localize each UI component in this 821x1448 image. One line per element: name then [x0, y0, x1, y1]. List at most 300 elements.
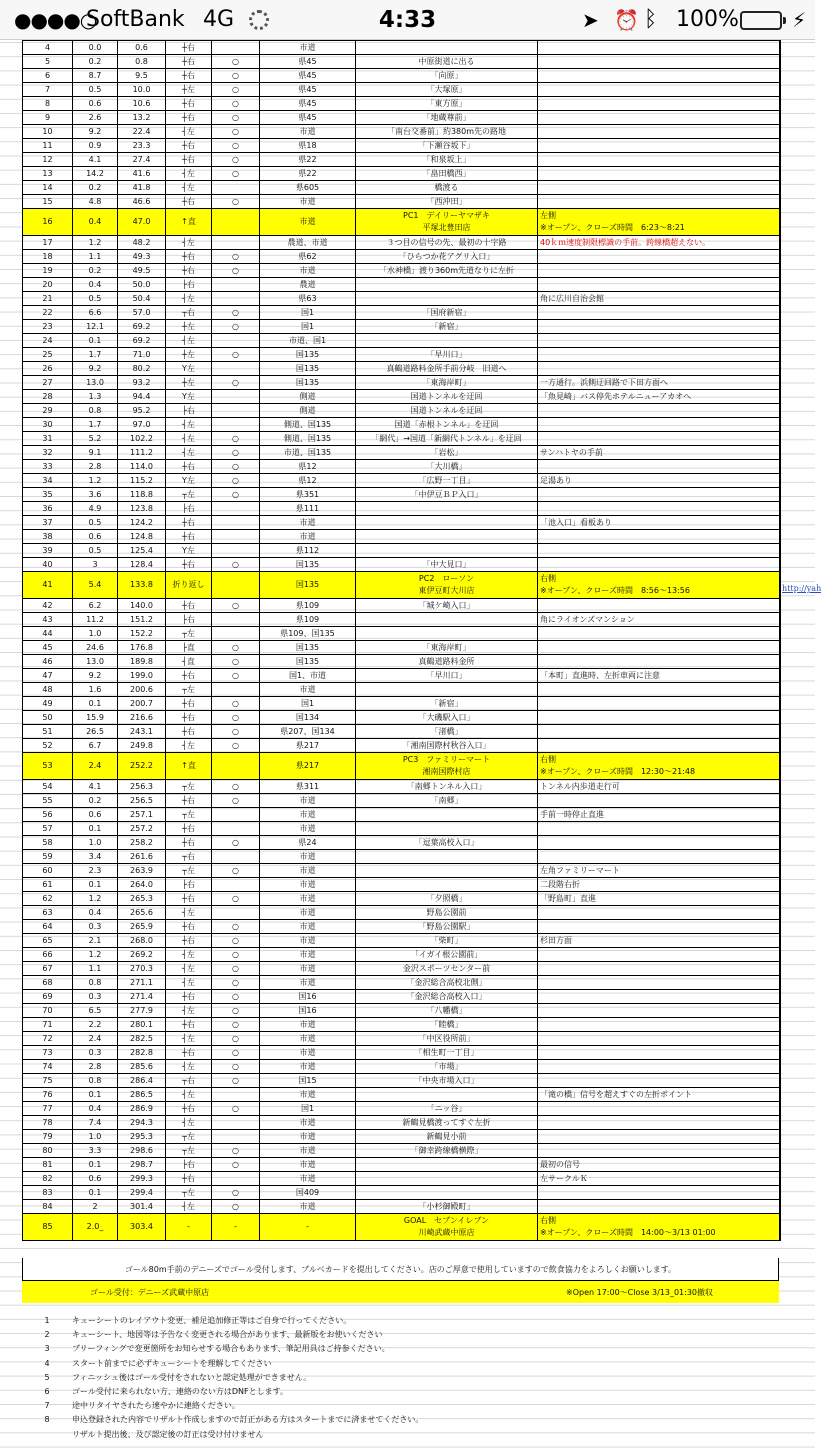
table-row[interactable] — [23, 111, 780, 125]
cell-road[interactable]: 市道 — [260, 1060, 356, 1074]
cell-signal[interactable]: ○ — [212, 320, 260, 334]
cell-total-km[interactable]: 27.4 — [118, 153, 166, 167]
cell-interval-km[interactable]: 1.7 — [73, 418, 118, 432]
cell-road[interactable]: 県12 — [260, 474, 356, 488]
cell-road[interactable]: 県45 — [260, 55, 356, 69]
cell-interval-km[interactable]: 2.4 — [73, 753, 118, 780]
cell-signal[interactable]: ○ — [212, 962, 260, 976]
cell-signal[interactable]: ○ — [212, 376, 260, 390]
table-row[interactable] — [23, 306, 780, 320]
cell-direction[interactable]: ┼右 — [166, 41, 212, 55]
cell-total-km[interactable]: 46.6 — [118, 195, 166, 209]
cell-interval-km[interactable]: 4.1 — [73, 780, 118, 794]
cell-road[interactable]: 県18 — [260, 139, 356, 153]
cell-interval-km[interactable]: 0.9 — [73, 139, 118, 153]
cell-signal[interactable]: ○ — [212, 599, 260, 613]
cell-cue-number[interactable]: 23 — [23, 320, 73, 334]
cell-cue-number[interactable]: 7 — [23, 83, 73, 97]
cell-interval-km[interactable]: 0.2 — [73, 181, 118, 195]
table-row[interactable] — [23, 55, 780, 69]
cell-signal[interactable] — [212, 209, 260, 236]
cell-direction[interactable]: - — [166, 1214, 212, 1241]
cell-road[interactable]: 側道 — [260, 390, 356, 404]
cell-direction[interactable]: ┬左 — [166, 1144, 212, 1158]
cell-total-km[interactable]: 97.0 — [118, 418, 166, 432]
cell-landmark[interactable]: 「野島公園駅」 — [356, 920, 538, 934]
cell-interval-km[interactable]: 1.2 — [73, 474, 118, 488]
cell-cue-number[interactable]: 64 — [23, 920, 73, 934]
cell-direction[interactable]: ┼右 — [166, 111, 212, 125]
cell-signal[interactable] — [212, 613, 260, 627]
cell-remarks[interactable] — [538, 836, 780, 850]
cell-remarks[interactable] — [538, 264, 780, 278]
cell-total-km[interactable]: 269.2 — [118, 948, 166, 962]
cell-interval-km[interactable]: 4.8 — [73, 195, 118, 209]
table-row[interactable] — [23, 488, 780, 502]
cell-landmark[interactable] — [356, 516, 538, 530]
table-row[interactable] — [23, 320, 780, 334]
cell-interval-km[interactable]: 0.6 — [73, 530, 118, 544]
cell-interval-km[interactable]: 0.1 — [73, 822, 118, 836]
cell-signal[interactable]: ○ — [212, 474, 260, 488]
cell-direction[interactable]: ┤左 — [166, 962, 212, 976]
cell-road[interactable]: 市道 — [260, 962, 356, 976]
cell-landmark[interactable]: 「地蔵尊前」 — [356, 111, 538, 125]
cell-total-km[interactable]: 133.8 — [118, 572, 166, 599]
cell-landmark[interactable]: 「中区役所前」 — [356, 1032, 538, 1046]
table-row[interactable] — [23, 962, 780, 976]
cell-signal[interactable]: ○ — [212, 460, 260, 474]
cell-signal[interactable] — [212, 1172, 260, 1186]
cell-landmark[interactable]: 「相生町一丁目」 — [356, 1046, 538, 1060]
cell-direction[interactable]: ┬左 — [166, 780, 212, 794]
cell-landmark[interactable]: 「東海岸町」 — [356, 641, 538, 655]
cell-remarks[interactable] — [538, 711, 780, 725]
cell-signal[interactable]: ○ — [212, 864, 260, 878]
cell-landmark[interactable]: 「早川口」 — [356, 348, 538, 362]
table-row[interactable] — [23, 181, 780, 195]
cell-interval-km[interactable]: 8.7 — [73, 69, 118, 83]
cell-road[interactable]: 市道 — [260, 1158, 356, 1172]
table-row[interactable] — [23, 264, 780, 278]
cell-remarks[interactable] — [538, 1046, 780, 1060]
cell-remarks[interactable]: 角にライオンズマンション — [538, 613, 780, 627]
cell-road[interactable]: 市道 — [260, 516, 356, 530]
cell-cue-number[interactable]: 11 — [23, 139, 73, 153]
cell-road[interactable]: 県45 — [260, 111, 356, 125]
cell-direction[interactable]: ┤左 — [166, 181, 212, 195]
cell-total-km[interactable]: 189.8 — [118, 655, 166, 669]
cell-road[interactable]: 市道 — [260, 683, 356, 697]
cell-landmark[interactable] — [356, 1172, 538, 1186]
cell-cue-number[interactable]: 59 — [23, 850, 73, 864]
cell-road[interactable]: 市道 — [260, 906, 356, 920]
cell-cue-number[interactable]: 80 — [23, 1144, 73, 1158]
cell-direction[interactable]: 折り返し — [166, 572, 212, 599]
cell-direction[interactable]: ├右 — [166, 502, 212, 516]
table-row[interactable] — [23, 125, 780, 139]
cell-remarks[interactable] — [538, 558, 780, 572]
cell-interval-km[interactable]: 0.4 — [73, 209, 118, 236]
cell-signal[interactable]: ○ — [212, 139, 260, 153]
cell-road[interactable]: 県109、国135 — [260, 627, 356, 641]
cell-signal[interactable]: ○ — [212, 264, 260, 278]
table-row[interactable] — [23, 808, 780, 822]
cell-road[interactable]: 市道 — [260, 794, 356, 808]
cell-total-km[interactable]: 258.2 — [118, 836, 166, 850]
table-row[interactable] — [23, 948, 780, 962]
cell-direction[interactable]: ┤左 — [166, 948, 212, 962]
cell-direction[interactable]: ┼右 — [166, 836, 212, 850]
cell-landmark[interactable]: 「新宿」 — [356, 697, 538, 711]
table-row[interactable] — [23, 530, 780, 544]
table-row[interactable] — [23, 1088, 780, 1102]
table-row[interactable] — [23, 934, 780, 948]
cell-direction[interactable]: ┬左 — [166, 808, 212, 822]
cell-remarks[interactable] — [538, 822, 780, 836]
table-row[interactable] — [23, 739, 780, 753]
table-row[interactable] — [23, 864, 780, 878]
cell-total-km[interactable]: 200.6 — [118, 683, 166, 697]
cell-interval-km[interactable]: 0.8 — [73, 404, 118, 418]
cell-cue-number[interactable]: 82 — [23, 1172, 73, 1186]
cell-cue-number[interactable]: 20 — [23, 278, 73, 292]
cell-signal[interactable]: ○ — [212, 697, 260, 711]
cell-road[interactable]: 国134 — [260, 711, 356, 725]
cell-cue-number[interactable]: 8 — [23, 97, 73, 111]
cell-cue-number[interactable]: 21 — [23, 292, 73, 306]
cell-remarks[interactable] — [538, 1102, 780, 1116]
cell-total-km[interactable]: 128.4 — [118, 558, 166, 572]
cell-interval-km[interactable]: 9.2 — [73, 125, 118, 139]
cell-road[interactable]: 県45 — [260, 97, 356, 111]
cell-remarks[interactable]: 右側 ※オープン、クローズ時間 12:30～21:48 — [538, 753, 780, 780]
cell-total-km[interactable]: 265.9 — [118, 920, 166, 934]
cell-remarks[interactable] — [538, 1186, 780, 1200]
cell-cue-number[interactable]: 41 — [23, 572, 73, 599]
cell-total-km[interactable]: 71.0 — [118, 348, 166, 362]
cell-remarks[interactable] — [538, 1060, 780, 1074]
cell-remarks[interactable] — [538, 111, 780, 125]
table-row[interactable] — [23, 516, 780, 530]
cell-remarks[interactable] — [538, 948, 780, 962]
cell-direction[interactable]: ┼右 — [166, 990, 212, 1004]
cell-landmark[interactable]: ３つ目の信号の先、最初の十字路 — [356, 236, 538, 250]
cell-cue-number[interactable]: 49 — [23, 697, 73, 711]
cell-road[interactable]: 市道 — [260, 920, 356, 934]
cell-total-km[interactable]: 9.5 — [118, 69, 166, 83]
cell-signal[interactable]: ○ — [212, 1102, 260, 1116]
cell-remarks[interactable]: 「本町」直進時、左折車両に注意 — [538, 669, 780, 683]
cell-cue-number[interactable]: 33 — [23, 460, 73, 474]
cell-interval-km[interactable]: 0.8 — [73, 1074, 118, 1088]
cell-landmark[interactable]: 「ひらつか花アグリ入口」 — [356, 250, 538, 264]
cell-interval-km[interactable]: 0.4 — [73, 1102, 118, 1116]
cell-remarks[interactable]: 「池入口」看板あり — [538, 516, 780, 530]
cell-total-km[interactable]: 47.0 — [118, 209, 166, 236]
cell-road[interactable]: 国135 — [260, 376, 356, 390]
table-row[interactable] — [23, 599, 780, 613]
cell-landmark[interactable]: 「畠田橋西」 — [356, 167, 538, 181]
cell-landmark[interactable]: 「中大見口」 — [356, 558, 538, 572]
cell-direction[interactable]: ┼左 — [166, 83, 212, 97]
table-row[interactable] — [23, 892, 780, 906]
cell-road[interactable]: 県63 — [260, 292, 356, 306]
table-row[interactable] — [23, 139, 780, 153]
cell-signal[interactable]: ○ — [212, 836, 260, 850]
cell-landmark[interactable]: 「市場」 — [356, 1060, 538, 1074]
cell-road[interactable]: 国135 — [260, 641, 356, 655]
cell-interval-km[interactable]: 0.1 — [73, 878, 118, 892]
cell-interval-km[interactable]: 2.6 — [73, 111, 118, 125]
table-row[interactable] — [23, 334, 780, 348]
table-row[interactable] — [23, 446, 780, 460]
cell-direction[interactable]: ┼右 — [166, 934, 212, 948]
cell-cue-number[interactable]: 44 — [23, 627, 73, 641]
cell-landmark[interactable] — [356, 1158, 538, 1172]
cell-road[interactable]: 国1 — [260, 1102, 356, 1116]
cell-direction[interactable]: ┼右 — [166, 558, 212, 572]
table-row[interactable] — [23, 920, 780, 934]
cell-total-km[interactable]: 252.2 — [118, 753, 166, 780]
cell-landmark[interactable] — [356, 1088, 538, 1102]
cell-signal[interactable] — [212, 41, 260, 55]
cell-remarks[interactable] — [538, 362, 780, 376]
cell-total-km[interactable]: 114.0 — [118, 460, 166, 474]
cell-signal[interactable] — [212, 502, 260, 516]
cell-remarks[interactable] — [538, 1130, 780, 1144]
cell-direction[interactable]: ┤左 — [166, 976, 212, 990]
cell-total-km[interactable]: 50.4 — [118, 292, 166, 306]
cell-total-km[interactable]: 93.2 — [118, 376, 166, 390]
cell-cue-number[interactable]: 72 — [23, 1032, 73, 1046]
cell-landmark[interactable]: 「早川口」 — [356, 669, 538, 683]
cell-landmark[interactable] — [356, 627, 538, 641]
cell-cue-number[interactable]: 24 — [23, 334, 73, 348]
table-row[interactable] — [23, 250, 780, 264]
table-row[interactable] — [23, 1032, 780, 1046]
cell-total-km[interactable]: 301.4 — [118, 1200, 166, 1214]
cell-remarks[interactable] — [538, 334, 780, 348]
cell-total-km[interactable]: 257.2 — [118, 822, 166, 836]
cell-road[interactable]: 県217 — [260, 739, 356, 753]
cell-signal[interactable] — [212, 362, 260, 376]
cell-landmark[interactable]: 「東海岸町」 — [356, 376, 538, 390]
cell-remarks[interactable]: 左角ファミリーマート — [538, 864, 780, 878]
cell-landmark[interactable] — [356, 530, 538, 544]
cell-total-km[interactable]: 282.5 — [118, 1032, 166, 1046]
cell-interval-km[interactable]: 3.4 — [73, 850, 118, 864]
table-row[interactable] — [23, 878, 780, 892]
cell-landmark[interactable] — [356, 850, 538, 864]
cell-signal[interactable]: ○ — [212, 934, 260, 948]
cell-remarks[interactable] — [538, 278, 780, 292]
table-row[interactable] — [23, 1046, 780, 1060]
cell-cue-number[interactable]: 53 — [23, 753, 73, 780]
cell-interval-km[interactable]: 14.2 — [73, 167, 118, 181]
cell-remarks[interactable] — [538, 962, 780, 976]
cell-landmark[interactable]: 「向原」 — [356, 69, 538, 83]
cell-direction[interactable]: ┼右 — [166, 794, 212, 808]
cell-road[interactable]: 県207、国134 — [260, 725, 356, 739]
cell-total-km[interactable]: 151.2 — [118, 613, 166, 627]
cell-road[interactable]: 国135 — [260, 348, 356, 362]
cell-total-km[interactable]: 264.0 — [118, 878, 166, 892]
cell-cue-number[interactable]: 81 — [23, 1158, 73, 1172]
cell-cue-number[interactable]: 67 — [23, 962, 73, 976]
cell-interval-km[interactable]: 9.2 — [73, 362, 118, 376]
table-row[interactable] — [23, 976, 780, 990]
cell-signal[interactable]: ○ — [212, 669, 260, 683]
cell-remarks[interactable]: 杉田方面 — [538, 934, 780, 948]
cell-signal[interactable]: ○ — [212, 780, 260, 794]
cell-remarks[interactable] — [538, 153, 780, 167]
cell-remarks[interactable] — [538, 97, 780, 111]
cell-direction[interactable]: ┤左 — [166, 1116, 212, 1130]
table-row[interactable] — [23, 167, 780, 181]
cell-cue-number[interactable]: 58 — [23, 836, 73, 850]
cell-signal[interactable]: ○ — [212, 1200, 260, 1214]
cell-signal[interactable]: - — [212, 1214, 260, 1241]
cell-remarks[interactable] — [538, 488, 780, 502]
cell-remarks[interactable] — [538, 1200, 780, 1214]
cell-signal[interactable] — [212, 404, 260, 418]
table-row[interactable] — [23, 1172, 780, 1186]
cell-signal[interactable]: ○ — [212, 1186, 260, 1200]
cell-direction[interactable]: ┤左 — [166, 432, 212, 446]
cell-remarks[interactable]: 手前一時停止直進 — [538, 808, 780, 822]
cell-signal[interactable]: ○ — [212, 1144, 260, 1158]
cell-road[interactable]: 市道 — [260, 209, 356, 236]
cell-interval-km[interactable]: 0.2 — [73, 794, 118, 808]
checkpoint-row[interactable] — [23, 1214, 780, 1241]
cell-cue-number[interactable]: 57 — [23, 822, 73, 836]
cell-road[interactable]: 県111 — [260, 502, 356, 516]
cell-direction[interactable]: Y左 — [166, 390, 212, 404]
cell-direction[interactable]: ┬右 — [166, 1074, 212, 1088]
table-row[interactable] — [23, 906, 780, 920]
cell-interval-km[interactable]: 13.0 — [73, 376, 118, 390]
cell-cue-number[interactable]: 74 — [23, 1060, 73, 1074]
cell-signal[interactable] — [212, 390, 260, 404]
cell-remarks[interactable] — [538, 683, 780, 697]
cell-landmark[interactable]: 「南台交番前」約380m先の路地 — [356, 125, 538, 139]
table-row[interactable] — [23, 418, 780, 432]
cell-road[interactable]: 国135 — [260, 572, 356, 599]
cell-direction[interactable]: ┼右 — [166, 97, 212, 111]
cell-direction[interactable]: ┼右 — [166, 1102, 212, 1116]
cell-signal[interactable]: ○ — [212, 1018, 260, 1032]
cell-signal[interactable] — [212, 544, 260, 558]
cell-interval-km[interactable]: 3.6 — [73, 488, 118, 502]
cell-remarks[interactable] — [538, 920, 780, 934]
cell-road[interactable]: 市道 — [260, 1172, 356, 1186]
table-row[interactable] — [23, 1102, 780, 1116]
table-row[interactable] — [23, 69, 780, 83]
cell-cue-number[interactable]: 14 — [23, 181, 73, 195]
table-row[interactable] — [23, 544, 780, 558]
cell-cue-number[interactable]: 26 — [23, 362, 73, 376]
cell-signal[interactable]: ○ — [212, 488, 260, 502]
cell-landmark[interactable]: 中原街道に出る — [356, 55, 538, 69]
cell-road[interactable]: 市道 — [260, 1088, 356, 1102]
cell-signal[interactable]: ○ — [212, 348, 260, 362]
cell-landmark[interactable]: 「湘南国際村秋谷入口」 — [356, 739, 538, 753]
cell-remarks[interactable] — [538, 460, 780, 474]
cell-interval-km[interactable]: 9.1 — [73, 446, 118, 460]
cell-interval-km[interactable]: 2.4 — [73, 1032, 118, 1046]
cell-interval-km[interactable]: 0.5 — [73, 516, 118, 530]
cell-remarks[interactable] — [538, 794, 780, 808]
cell-direction[interactable]: ├右 — [166, 878, 212, 892]
cell-landmark[interactable] — [356, 878, 538, 892]
cell-interval-km[interactable]: 26.5 — [73, 725, 118, 739]
cell-total-km[interactable]: 22.4 — [118, 125, 166, 139]
cell-interval-km[interactable]: 4.1 — [73, 153, 118, 167]
table-row[interactable] — [23, 97, 780, 111]
cell-road[interactable]: 市道 — [260, 530, 356, 544]
cell-cue-number[interactable]: 31 — [23, 432, 73, 446]
cell-landmark[interactable]: 「新宿」 — [356, 320, 538, 334]
cell-total-km[interactable]: 271.4 — [118, 990, 166, 1004]
cell-total-km[interactable]: 118.8 — [118, 488, 166, 502]
cell-direction[interactable]: ┬左 — [166, 488, 212, 502]
cell-road[interactable]: 県22 — [260, 153, 356, 167]
cell-total-km[interactable]: 10.6 — [118, 97, 166, 111]
cell-remarks[interactable] — [538, 850, 780, 864]
cell-interval-km[interactable]: 9.2 — [73, 669, 118, 683]
cell-cue-number[interactable]: 37 — [23, 516, 73, 530]
table-row[interactable] — [23, 236, 780, 250]
cell-road[interactable]: 県12 — [260, 460, 356, 474]
cell-interval-km[interactable]: 3 — [73, 558, 118, 572]
cell-direction[interactable]: ┼右 — [166, 711, 212, 725]
cell-interval-km[interactable]: 0.2 — [73, 55, 118, 69]
cell-total-km[interactable]: 261.6 — [118, 850, 166, 864]
cell-cue-number[interactable]: 51 — [23, 725, 73, 739]
cell-direction[interactable]: ┬左 — [166, 627, 212, 641]
cell-remarks[interactable] — [538, 739, 780, 753]
cell-road[interactable]: 市道 — [260, 1116, 356, 1130]
table-row[interactable] — [23, 153, 780, 167]
table-row[interactable] — [23, 278, 780, 292]
cell-direction[interactable]: ┼左 — [166, 348, 212, 362]
cell-remarks[interactable] — [538, 167, 780, 181]
cell-direction[interactable]: ┤左 — [166, 418, 212, 432]
table-row[interactable] — [23, 404, 780, 418]
cell-remarks[interactable]: 「野島町」直進 — [538, 892, 780, 906]
cell-landmark[interactable]: 「中伊豆ＢＰ入口」 — [356, 488, 538, 502]
cell-signal[interactable] — [212, 418, 260, 432]
cell-direction[interactable]: ┬左 — [166, 683, 212, 697]
cell-landmark[interactable]: 国道トンネルを迂回 — [356, 404, 538, 418]
cell-interval-km[interactable]: 2.3 — [73, 864, 118, 878]
cell-road[interactable]: 農道、市道 — [260, 236, 356, 250]
cell-remarks[interactable]: 「魚見崎」バス停先ホテルニューアカオへ — [538, 390, 780, 404]
cell-landmark[interactable]: PC3 ファミリーマート 湘南国際村店 — [356, 753, 538, 780]
cell-cue-number[interactable]: 73 — [23, 1046, 73, 1060]
cell-interval-km[interactable]: 0.4 — [73, 906, 118, 920]
cell-direction[interactable]: ┼右 — [166, 599, 212, 613]
cell-landmark[interactable] — [356, 544, 538, 558]
cell-remarks[interactable]: 右側 ※オープン、クローズ時間 8:56～13:56 — [538, 572, 780, 599]
cell-landmark[interactable]: 「御幸跨線橋横際」 — [356, 1144, 538, 1158]
cell-cue-number[interactable]: 19 — [23, 264, 73, 278]
cell-remarks[interactable] — [538, 250, 780, 264]
cell-interval-km[interactable]: 0.2 — [73, 264, 118, 278]
cell-landmark[interactable]: 「岩松」 — [356, 446, 538, 460]
cell-signal[interactable]: ○ — [212, 794, 260, 808]
